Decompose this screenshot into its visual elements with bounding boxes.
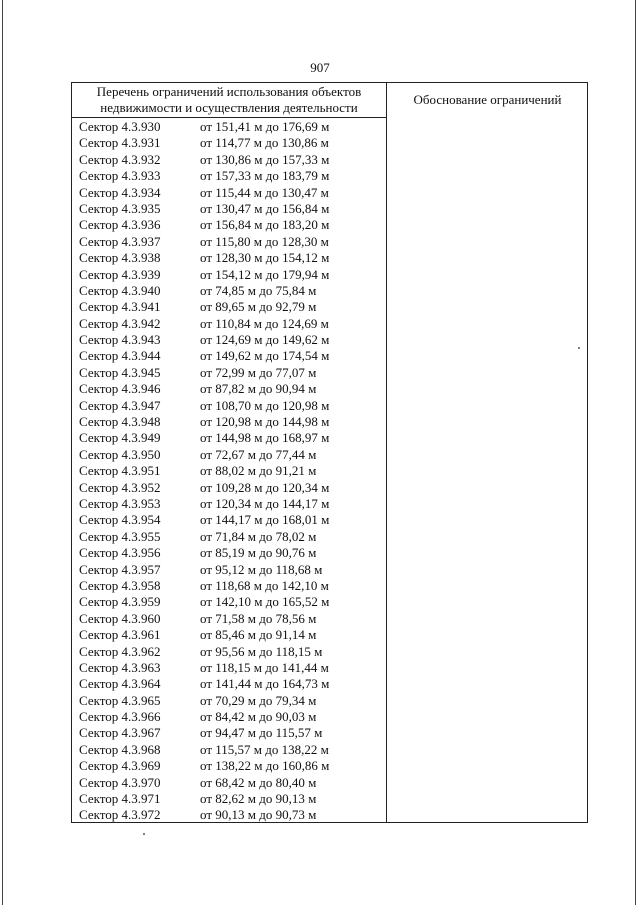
table-row — [72, 529, 386, 545]
sector-name: Сектор 4.3.958 — [79, 577, 161, 593]
sector-range: от 115,80 м до 128,30 м — [200, 233, 329, 249]
sector-range: от 108,70 м до 120,98 м — [200, 397, 330, 413]
sector-name: Сектор 4.3.952 — [79, 479, 161, 495]
table-row — [72, 463, 386, 479]
table-row — [72, 348, 386, 364]
table-row — [72, 234, 386, 250]
table-row — [72, 119, 386, 135]
sector-range: от 157,33 м до 183,79 м — [200, 168, 330, 184]
sector-range: от 109,28 м до 120,34 м — [200, 479, 330, 495]
column-divider — [386, 83, 387, 822]
sector-range: от 130,86 м до 157,33 м — [200, 151, 330, 167]
sector-range: от 87,82 м до 90,94 м — [200, 381, 317, 397]
sector-range: от 154,12 м до 179,94 м — [200, 266, 330, 282]
sector-range: от 128,30 м до 154,12 м — [200, 250, 330, 266]
table-row — [72, 644, 386, 660]
sector-range: от 82,62 м до 90,13 м — [200, 791, 317, 807]
sector-name: Сектор 4.3.944 — [79, 348, 161, 364]
sector-range: от 71,84 м до 78,02 м — [200, 528, 317, 544]
table-row — [72, 365, 386, 381]
sector-range: от 71,58 м до 78,56 м — [200, 610, 317, 626]
scan-edge-right — [635, 0, 636, 905]
table-row — [72, 414, 386, 430]
table-row — [72, 611, 386, 627]
sector-name: Сектор 4.3.955 — [79, 528, 161, 544]
table-row — [72, 447, 386, 463]
sector-name: Сектор 4.3.931 — [79, 135, 161, 151]
table-row — [72, 660, 386, 676]
table-row — [72, 398, 386, 414]
sector-range: от 130,47 м до 156,84 м — [200, 200, 330, 216]
table-row — [72, 775, 386, 791]
sector-name: Сектор 4.3.947 — [79, 397, 161, 413]
sector-name: Сектор 4.3.932 — [79, 151, 161, 167]
sector-name: Сектор 4.3.942 — [79, 315, 161, 331]
sector-name: Сектор 4.3.964 — [79, 676, 161, 692]
table-row — [72, 545, 386, 561]
sector-name: Сектор 4.3.948 — [79, 414, 161, 430]
header-justification: Обоснование ограничений — [413, 92, 562, 107]
table-row — [72, 578, 386, 594]
table-row — [72, 299, 386, 315]
table-row — [72, 676, 386, 692]
sector-range: от 72,99 м до 77,07 м — [200, 364, 317, 380]
sector-name: Сектор 4.3.959 — [79, 594, 161, 610]
table-row — [72, 742, 386, 758]
table-row — [72, 725, 386, 741]
sector-range: от 85,19 м до 90,76 м — [200, 545, 317, 561]
sector-name: Сектор 4.3.961 — [79, 627, 161, 643]
sector-range: от 138,22 м до 160,86 м — [200, 758, 330, 774]
table-row — [72, 594, 386, 610]
sector-range: от 151,41 м до 176,69 м — [200, 119, 330, 134]
sector-name: Сектор 4.3.968 — [79, 741, 161, 757]
table-row — [72, 168, 386, 184]
sector-range: от 144,98 м до 168,97 м — [200, 430, 330, 446]
table-row — [72, 791, 386, 807]
sector-range: от 142,10 м до 165,52 м — [200, 594, 330, 610]
sector-range: от 70,29 м до 79,34 м — [200, 692, 317, 708]
sector-range: от 120,98 м до 144,98 м — [200, 414, 330, 430]
header-restrictions-line1: Перечень ограничений использования объектов — [96, 84, 362, 99]
table-rows — [72, 119, 386, 824]
page-number: 907 — [310, 60, 330, 75]
sector-range: от 88,02 м до 91,21 м — [200, 463, 317, 479]
sector-name: Сектор 4.3.936 — [79, 217, 161, 233]
sector-name: Сектор 4.3.934 — [79, 184, 161, 200]
table-row — [72, 152, 386, 168]
table-row — [72, 217, 386, 233]
header-restrictions-line2: недвижимости и осуществления деятельности — [100, 100, 358, 115]
sector-name: Сектор 4.3.930 — [79, 119, 161, 134]
sector-name: Сектор 4.3.966 — [79, 709, 161, 725]
sector-name: Сектор 4.3.954 — [79, 512, 161, 528]
sector-name: Сектор 4.3.937 — [79, 233, 161, 249]
sector-range: от 95,12 м до 118,68 м — [200, 561, 323, 577]
sector-range: от 115,57 м до 138,22 м — [200, 741, 329, 757]
sector-name: Сектор 4.3.946 — [79, 381, 161, 397]
sector-range: от 141,44 м до 164,73 м — [200, 676, 330, 692]
sector-name: Сектор 4.3.940 — [79, 282, 161, 298]
sector-range: от 95,56 м до 118,15 м — [200, 643, 323, 659]
sector-range: от 156,84 м до 183,20 м — [200, 217, 330, 233]
sector-name: Сектор 4.3.941 — [79, 299, 161, 315]
sector-name: Сектор 4.3.957 — [79, 561, 161, 577]
table-row — [72, 627, 386, 643]
table-row — [72, 267, 386, 283]
sector-range: от 124,69 м до 149,62 м — [200, 332, 330, 348]
sector-range: от 110,84 м до 124,69 м — [200, 315, 329, 331]
sector-name: Сектор 4.3.935 — [79, 200, 161, 216]
sector-name: Сектор 4.3.963 — [79, 659, 161, 675]
sector-range: от 90,13 м до 90,73 м — [200, 807, 317, 823]
sector-range: от 94,47 м до 115,57 м — [200, 725, 323, 741]
sector-range: от 114,77 м до 130,86 м — [200, 135, 329, 151]
table-row — [72, 693, 386, 709]
sector-name: Сектор 4.3.971 — [79, 791, 161, 807]
table-row — [72, 430, 386, 446]
table-row — [72, 480, 386, 496]
table-row — [72, 283, 386, 299]
sector-name: Сектор 4.3.949 — [79, 430, 161, 446]
table-row — [72, 185, 386, 201]
table-row — [72, 709, 386, 725]
sector-name: Сектор 4.3.945 — [79, 364, 161, 380]
table-row — [72, 135, 386, 151]
sector-range: от 85,46 м до 91,14 м — [200, 627, 317, 643]
sector-name: Сектор 4.3.965 — [79, 692, 161, 708]
sector-name: Сектор 4.3.938 — [79, 250, 161, 266]
sector-range: от 72,67 м до 77,44 м — [200, 446, 317, 462]
sector-name: Сектор 4.3.956 — [79, 545, 161, 561]
table-row — [72, 316, 386, 332]
sector-name: Сектор 4.3.969 — [79, 758, 161, 774]
table-row — [72, 201, 386, 217]
sector-range: от 144,17 м до 168,01 м — [200, 512, 330, 528]
sector-name: Сектор 4.3.967 — [79, 725, 161, 741]
table-row — [72, 807, 386, 823]
scan-speck — [143, 833, 145, 835]
sector-name: Сектор 4.3.939 — [79, 266, 161, 282]
sector-name: Сектор 4.3.951 — [79, 463, 161, 479]
table-row — [72, 496, 386, 512]
table-row — [72, 332, 386, 348]
sector-name: Сектор 4.3.972 — [79, 807, 161, 823]
sector-name: Сектор 4.3.962 — [79, 643, 161, 659]
sector-range: от 115,44 м до 130,47 м — [200, 184, 329, 200]
sector-name: Сектор 4.3.950 — [79, 446, 161, 462]
sector-name: Сектор 4.3.943 — [79, 332, 161, 348]
table-row — [72, 562, 386, 578]
sector-name: Сектор 4.3.933 — [79, 168, 161, 184]
scan-speck — [578, 347, 580, 349]
sector-range: от 89,65 м до 92,79 м — [200, 299, 317, 315]
table-row — [72, 758, 386, 774]
table-row — [72, 250, 386, 266]
table-row — [72, 512, 386, 528]
sector-range: от 118,15 м до 141,44 м — [200, 659, 329, 675]
sector-name: Сектор 4.3.960 — [79, 610, 161, 626]
table-row — [72, 381, 386, 397]
header-divider — [72, 117, 386, 118]
sector-range: от 74,85 м до 75,84 м — [200, 282, 317, 298]
sector-range: от 118,68 м до 142,10 м — [200, 577, 329, 593]
sector-range: от 68,42 м до 80,40 м — [200, 774, 317, 790]
header-restrictions-list — [72, 84, 386, 116]
sector-name: Сектор 4.3.970 — [79, 774, 161, 790]
sector-range: от 120,34 м до 144,17 м — [200, 495, 330, 511]
scan-edge-left — [2, 0, 3, 905]
sector-name: Сектор 4.3.953 — [79, 495, 161, 511]
sector-range: от 149,62 м до 174,54 м — [200, 348, 330, 364]
restrictions-table — [71, 82, 588, 823]
sector-range: от 84,42 м до 90,03 м — [200, 709, 317, 725]
